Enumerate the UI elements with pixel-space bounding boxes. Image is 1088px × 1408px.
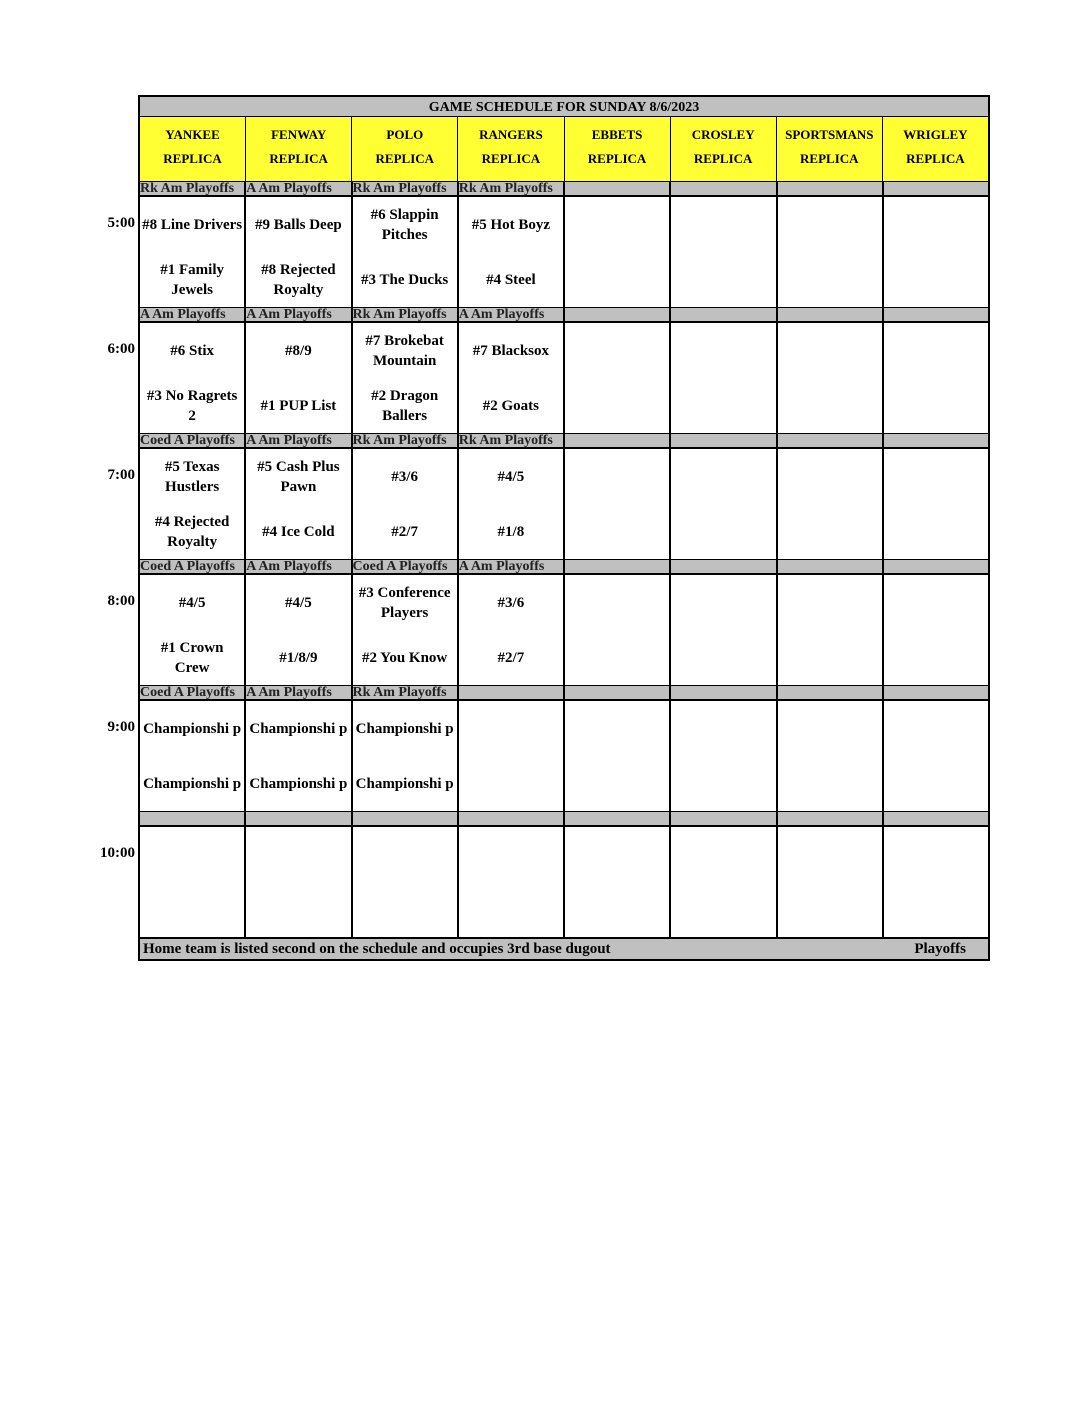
away-team xyxy=(778,323,882,378)
game-cell xyxy=(565,575,671,685)
league-row xyxy=(138,811,990,827)
league-label xyxy=(884,434,988,447)
home-team xyxy=(778,882,882,937)
game-cell xyxy=(778,449,884,559)
league-label xyxy=(671,560,777,573)
away-team xyxy=(778,701,882,756)
footer-label: Playoffs xyxy=(914,941,966,957)
field-header-wrigley xyxy=(883,117,988,181)
league-label: Coed A Playoffs xyxy=(140,686,246,699)
league-label xyxy=(671,434,777,447)
league-row xyxy=(138,685,990,701)
home-team xyxy=(459,882,563,937)
away-team: #4/5 xyxy=(285,594,312,611)
league-label xyxy=(565,308,671,321)
league-label: A Am Playoffs xyxy=(246,560,352,573)
league-label xyxy=(353,812,459,825)
game-cell xyxy=(671,701,777,811)
home-team: #2 Dragon Ballers xyxy=(371,387,439,424)
away-team: #3 Conference Players xyxy=(358,584,451,621)
league-label: Coed A Playoffs xyxy=(353,560,459,573)
league-label xyxy=(565,182,671,195)
home-team: #1/8/9 xyxy=(279,649,318,666)
time-slots xyxy=(100,181,990,937)
time-label: 7:00 xyxy=(107,467,135,483)
field-header-fenway xyxy=(246,117,352,181)
home-team xyxy=(778,756,882,811)
home-team xyxy=(884,504,988,559)
home-team: #1 PUP List xyxy=(260,397,337,414)
league-row xyxy=(138,433,990,449)
game-cell xyxy=(565,701,671,811)
league-label xyxy=(671,812,777,825)
game-cell xyxy=(246,449,352,559)
home-team xyxy=(778,252,882,307)
game-cell xyxy=(565,449,671,559)
league-label xyxy=(884,686,988,699)
game-cell xyxy=(671,323,777,433)
away-team xyxy=(884,827,988,882)
game-cell xyxy=(778,197,884,307)
game-cell xyxy=(459,197,565,307)
game-cell xyxy=(459,323,565,433)
game-cell xyxy=(353,701,459,811)
league-row xyxy=(138,559,990,575)
league-label xyxy=(565,434,671,447)
away-team: #4/5 xyxy=(178,594,206,611)
game-cell xyxy=(459,449,565,559)
away-team xyxy=(671,827,775,882)
game-cell xyxy=(459,575,565,685)
league-label: A Am Playoffs xyxy=(246,434,352,447)
time-label: 9:00 xyxy=(107,719,135,735)
league-label: A Am Playoffs xyxy=(140,308,246,321)
away-team xyxy=(778,197,882,252)
field-name: EBBETS xyxy=(591,127,643,142)
home-team: #3 No Ragrets 2 xyxy=(146,387,238,424)
home-team xyxy=(778,378,882,433)
game-row xyxy=(107,323,990,433)
game-cell xyxy=(140,197,246,307)
field-name: SPORTSMANS xyxy=(785,127,874,142)
home-team xyxy=(565,252,669,307)
league-label xyxy=(140,812,246,825)
league-label xyxy=(459,812,565,825)
home-team: #8 Rejected Royalty xyxy=(261,261,336,298)
home-team: Championshi p xyxy=(355,775,454,792)
field-name: WRIGLEY xyxy=(903,127,968,142)
home-team xyxy=(884,630,988,685)
league-label xyxy=(884,812,988,825)
away-team xyxy=(778,449,882,504)
game-cell xyxy=(353,827,459,937)
home-team: #4 Ice Cold xyxy=(262,523,335,540)
home-team: #3 The Ducks xyxy=(361,271,449,288)
home-team: #1 Family Jewels xyxy=(160,261,224,298)
game-cell xyxy=(459,701,565,811)
home-team xyxy=(884,378,988,433)
away-team: Championshi p xyxy=(355,720,454,737)
league-label xyxy=(565,686,671,699)
league-label: Rk Am Playoffs xyxy=(353,434,459,447)
game-cell xyxy=(671,575,777,685)
league-label xyxy=(884,182,988,195)
league-label: Rk Am Playoffs xyxy=(353,308,459,321)
game-cell xyxy=(778,701,884,811)
time-label: 5:00 xyxy=(107,215,135,231)
league-label xyxy=(565,812,671,825)
home-team xyxy=(671,378,775,433)
game-row xyxy=(107,197,990,307)
home-team xyxy=(565,630,669,685)
league-label: A Am Playoffs xyxy=(246,182,352,195)
home-team xyxy=(246,882,350,937)
home-team xyxy=(884,756,988,811)
field-subtitle: REPLICA xyxy=(800,151,859,166)
league-row xyxy=(138,307,990,323)
away-team xyxy=(671,449,775,504)
away-team: Championshi p xyxy=(249,720,348,737)
away-team: #4/5 xyxy=(497,468,525,485)
home-team: #2/7 xyxy=(391,523,418,540)
game-cell xyxy=(140,827,246,937)
away-team xyxy=(140,827,244,882)
home-team xyxy=(671,252,775,307)
league-label xyxy=(246,812,352,825)
game-cell xyxy=(246,575,352,685)
away-team: #3/6 xyxy=(497,594,525,611)
time-label: 6:00 xyxy=(107,341,135,357)
schedule-footer xyxy=(138,937,990,961)
home-team: #2 You Know xyxy=(361,649,448,666)
home-team xyxy=(671,756,775,811)
away-team xyxy=(671,575,775,630)
away-team: #6 Slappin Pitches xyxy=(370,206,439,243)
league-label: Rk Am Playoffs xyxy=(140,182,246,195)
game-cell xyxy=(565,323,671,433)
home-team: #2 Goats xyxy=(482,397,539,414)
game-cell xyxy=(140,575,246,685)
footer-note: Home team is listed second on the schedule and occupies 3rd base dugout xyxy=(143,941,611,957)
home-team xyxy=(140,882,244,937)
game-cell xyxy=(140,449,246,559)
league-label: A Am Playoffs xyxy=(459,308,565,321)
league-label xyxy=(671,686,777,699)
league-label: Coed A Playoffs xyxy=(140,434,246,447)
away-team xyxy=(884,197,988,252)
league-label xyxy=(778,308,884,321)
home-team: #4 Rejected Royalty xyxy=(154,513,230,550)
home-team xyxy=(778,630,882,685)
game-cell xyxy=(778,575,884,685)
away-team: #5 Hot Boyz xyxy=(471,216,551,233)
away-team xyxy=(459,827,563,882)
home-team xyxy=(884,882,988,937)
game-cell xyxy=(140,701,246,811)
time-label: 8:00 xyxy=(107,593,135,609)
game-cell xyxy=(246,701,352,811)
away-team: #3/6 xyxy=(391,468,418,485)
field-subtitle: REPLICA xyxy=(587,151,647,166)
game-cell xyxy=(884,323,988,433)
game-cell xyxy=(778,827,884,937)
league-label xyxy=(778,812,884,825)
field-subtitle: REPLICA xyxy=(693,151,753,166)
away-team xyxy=(565,449,669,504)
field-name: YANKEE xyxy=(165,127,220,142)
home-team xyxy=(884,252,988,307)
away-team xyxy=(671,701,775,756)
game-row xyxy=(107,575,990,685)
away-team xyxy=(884,449,988,504)
field-header-ebbets xyxy=(565,117,671,181)
away-team xyxy=(671,197,775,252)
home-team xyxy=(671,630,775,685)
time-label: 10:00 xyxy=(100,845,135,861)
field-subtitle: REPLICA xyxy=(375,151,435,166)
away-team: #9 Balls Deep xyxy=(255,216,342,233)
away-team: #5 Cash Plus Pawn xyxy=(257,458,340,495)
home-team: #1/8 xyxy=(497,523,525,540)
game-cell xyxy=(884,575,988,685)
away-team xyxy=(884,701,988,756)
league-label: Rk Am Playoffs xyxy=(353,686,459,699)
game-row xyxy=(100,827,990,937)
game-cell xyxy=(671,197,777,307)
game-cell xyxy=(671,827,777,937)
field-header-row xyxy=(138,117,990,181)
home-team: #4 Steel xyxy=(486,271,536,288)
home-team xyxy=(565,378,669,433)
game-cell xyxy=(459,827,565,937)
game-cell xyxy=(884,197,988,307)
game-row xyxy=(107,449,990,559)
field-header-rangers xyxy=(458,117,564,181)
league-label xyxy=(671,308,777,321)
league-row xyxy=(138,181,990,197)
field-name: CROSLEY xyxy=(691,127,755,142)
game-cell xyxy=(353,449,459,559)
league-label: Rk Am Playoffs xyxy=(459,182,565,195)
away-team xyxy=(565,323,669,378)
home-team xyxy=(671,504,775,559)
game-cell xyxy=(353,323,459,433)
away-team xyxy=(459,701,563,756)
away-team xyxy=(671,323,775,378)
game-cell xyxy=(246,827,352,937)
field-name: FENWAY xyxy=(271,127,327,142)
away-team xyxy=(565,197,669,252)
away-team xyxy=(778,827,882,882)
home-team: #1 Crown Crew xyxy=(160,639,224,676)
away-team xyxy=(884,323,988,378)
game-cell xyxy=(353,197,459,307)
game-cell xyxy=(246,197,352,307)
game-cell xyxy=(140,323,246,433)
away-team: #6 Stix xyxy=(170,342,214,359)
league-label xyxy=(884,308,988,321)
league-label: Coed A Playoffs xyxy=(140,560,246,573)
away-team xyxy=(353,827,457,882)
home-team xyxy=(353,882,457,937)
game-cell xyxy=(565,827,671,937)
field-name: POLO xyxy=(386,127,424,142)
schedule-title: GAME SCHEDULE FOR SUNDAY 8/6/2023 xyxy=(138,95,990,117)
away-team: #8 Line Drivers xyxy=(142,216,243,233)
league-label xyxy=(778,686,884,699)
league-label: A Am Playoffs xyxy=(459,560,565,573)
away-team: #7 Brokebat Mountain xyxy=(365,332,444,369)
away-team: #5 Texas Hustlers xyxy=(164,458,220,495)
home-team xyxy=(459,756,563,811)
away-team xyxy=(565,575,669,630)
away-team xyxy=(246,827,350,882)
game-cell xyxy=(884,449,988,559)
field-header-sportsmans xyxy=(777,117,883,181)
away-team: Championshi p xyxy=(143,720,242,737)
league-label: A Am Playoffs xyxy=(246,308,352,321)
game-cell xyxy=(884,701,988,811)
game-row xyxy=(107,701,990,811)
away-team: #7 Blacksox xyxy=(472,342,549,359)
home-team xyxy=(565,756,669,811)
home-team xyxy=(671,882,775,937)
league-label xyxy=(565,560,671,573)
schedule-sheet xyxy=(100,95,990,961)
league-label: Rk Am Playoffs xyxy=(459,434,565,447)
game-cell xyxy=(353,575,459,685)
league-label xyxy=(778,182,884,195)
league-label xyxy=(884,560,988,573)
league-label xyxy=(778,560,884,573)
league-label: Rk Am Playoffs xyxy=(353,182,459,195)
game-cell xyxy=(565,197,671,307)
away-team xyxy=(565,701,669,756)
home-team: #2/7 xyxy=(497,649,525,666)
field-subtitle: REPLICA xyxy=(163,151,222,166)
game-cell xyxy=(778,323,884,433)
league-label xyxy=(778,434,884,447)
home-team xyxy=(565,882,669,937)
away-team: #8/9 xyxy=(285,342,312,359)
field-subtitle: REPLICA xyxy=(906,151,965,166)
league-label xyxy=(671,182,777,195)
game-cell xyxy=(671,449,777,559)
home-team xyxy=(778,504,882,559)
league-label xyxy=(459,686,565,699)
field-subtitle: REPLICA xyxy=(481,151,541,166)
away-team xyxy=(884,575,988,630)
away-team xyxy=(778,575,882,630)
away-team xyxy=(565,827,669,882)
field-header-yankee xyxy=(140,117,246,181)
home-team: Championshi p xyxy=(143,775,242,792)
field-header-polo xyxy=(352,117,458,181)
field-header-crosley xyxy=(671,117,777,181)
home-team: Championshi p xyxy=(249,775,348,792)
home-team xyxy=(565,504,669,559)
field-name: RANGERS xyxy=(479,127,543,142)
game-cell xyxy=(246,323,352,433)
game-cell xyxy=(884,827,988,937)
league-label: A Am Playoffs xyxy=(246,686,352,699)
field-subtitle: REPLICA xyxy=(269,151,328,166)
